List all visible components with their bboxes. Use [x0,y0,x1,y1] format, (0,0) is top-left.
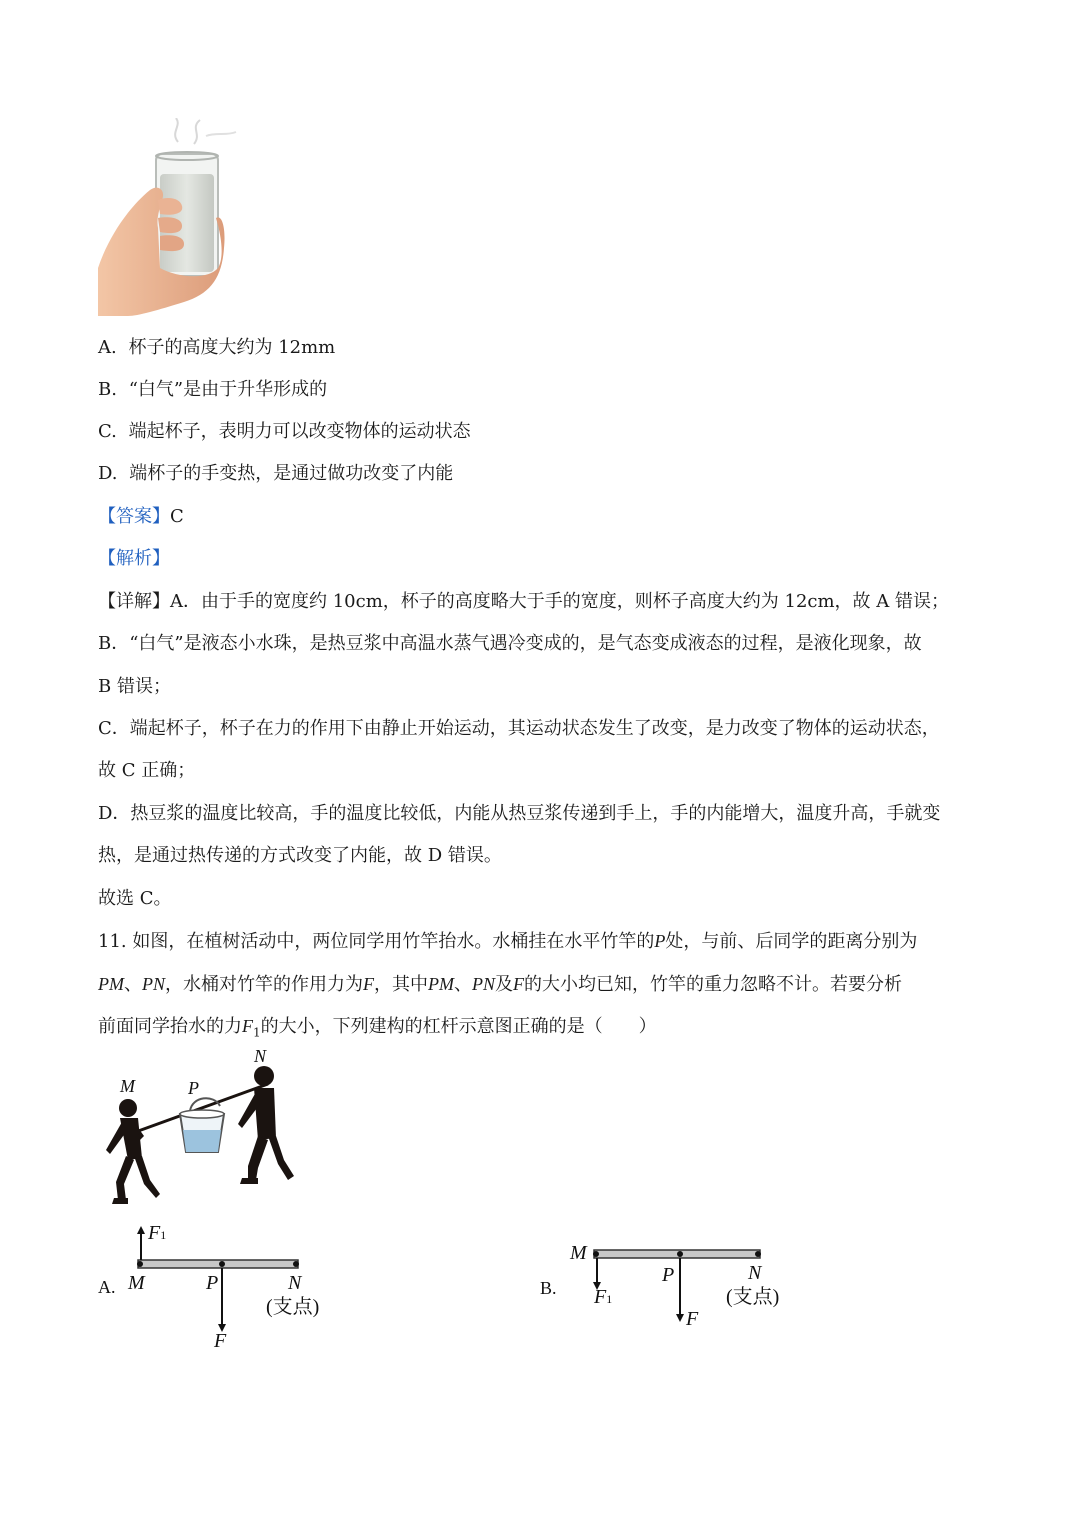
question-text: 处，与前、后同学的距离分别为 [665,931,918,952]
option-b [98,378,327,402]
option-label: B. [98,379,117,400]
force-f-arrowhead [676,1314,684,1322]
option-label: A. [98,337,117,358]
explanation-line-2 [98,632,922,656]
explanation-text: B 错误； [98,676,171,697]
var-pn: PN [472,974,496,994]
explanation-line-5 [98,759,195,783]
question-11-line-1 [98,929,917,954]
label-m: M [128,1272,145,1294]
explanation-text: B．“白气”是液态小水珠，是热豆浆中高温水蒸气遇冷变成的，是气态变成液态的过程，是液化现象，故 [98,633,922,654]
option-text: 杯子的高度大约为 12mm [128,337,336,358]
var-pm: PM [98,974,124,994]
figure-label-m: M [120,1076,135,1096]
var-pm: PM [428,974,455,994]
option-a [98,336,335,360]
explanation-line-7 [98,844,502,868]
back-person-silhouette [238,1066,294,1184]
milk-glass-photo [98,118,240,316]
question-11-line-3 [98,1014,657,1045]
explanation-text: 热，是通过热传递的方式改变了内能，故 D 错误。 [98,845,502,866]
option-label: C. [98,421,117,442]
point-m [593,1251,599,1257]
option-label: D. [98,463,118,484]
explanation-text: 故选 C。 [98,888,172,909]
option-a-lever-diagram [98,1220,358,1355]
label-f: F [214,1330,227,1352]
question-text: 及 [495,974,514,995]
separator: 、 [454,974,473,995]
label-p: P [206,1272,219,1294]
var-f: F [363,974,375,994]
explanation-line-3 [98,675,171,699]
var-pn: PN [142,974,166,994]
force-f1-arrowhead [137,1226,145,1234]
explanation-text: D．热豆浆的温度比较高，手的温度比较低，内能从热豆浆传递到手上，手的内能增大，温度升高，手就变 [98,803,941,824]
explanation-text: C．端起杯子，杯子在力的作用下由静止开始运动，其运动状态发生了改变，是力改变了物体的运动状态， [98,718,940,739]
explanation-line-4 [98,717,940,741]
option-c [98,420,471,444]
point-n [755,1251,761,1257]
option-d [98,462,453,486]
bucket-water [183,1130,221,1152]
lever-bar [138,1260,298,1268]
analysis-tag: 【解析】 [98,548,170,569]
label-n: N [748,1262,762,1284]
label-n: N [288,1272,302,1294]
analysis-line [98,547,170,571]
option-text: 端起杯子，表明力可以改变物体的运动状态 [128,421,471,442]
option-text: 端杯子的手变热，是通过做功改变了内能 [129,463,454,484]
option-text: “白气”是由于升华形成的 [128,379,328,400]
question-11-line-2 [98,972,902,997]
answer-value: C [170,506,184,527]
label-m: M [570,1242,587,1264]
answer-line [98,505,184,529]
var-f1-subscript: 1 [253,1025,261,1040]
figure-label-p: P [188,1078,199,1098]
front-person-silhouette [106,1099,160,1204]
question-text: 如图，在植树活动中，两位同学用竹竿抬水。水桶挂在水平竹竿的 [132,931,655,952]
point-m [137,1261,143,1267]
carry-water-figure [98,1048,298,1216]
question-number: 11. [98,931,127,952]
explanation-text: 故 C 正确； [98,760,196,781]
explanation-text: A．由于手的宽度约 10cm，杯子的高度略大于手的宽度，则杯子高度大约为 12cm，故 A 错误； [170,591,949,612]
var-f1: F [242,1016,253,1036]
var-p: P [654,931,666,951]
question-text: 的大小，下列建构的杠杆示意图正确的是（ ） [260,1016,657,1037]
point-p [219,1261,225,1267]
point-p [677,1251,683,1257]
explanation-line-6 [98,802,940,826]
option-label: B. [540,1278,557,1298]
question-text: 的大小均已知，竹竿的重力忽略不计。若要分析 [524,974,903,995]
label-f1: F1 [594,1286,613,1308]
option-label: A. [98,1277,116,1297]
var-f: F [513,974,525,994]
answer-tag: 【答案】 [98,506,170,527]
question-text: ，其中 [374,974,429,995]
explanation-line-8 [98,887,172,911]
explanation-line-1 [98,590,949,614]
option-b-lever-diagram [540,1236,810,1346]
question-text: ，水桶对竹竿的作用力为 [165,974,364,995]
question-text: 前面同学抬水的力 [98,1016,242,1037]
carry-water-illustration [98,1048,298,1216]
label-p: P [662,1264,675,1286]
pivot-label: (支点) [266,1296,320,1318]
label-f1: F1 [148,1222,167,1244]
point-n [293,1261,299,1267]
detail-tag: 【详解】 [98,591,170,612]
separator: 、 [124,974,142,995]
figure-label-n: N [254,1046,267,1066]
pivot-label: (支点) [726,1286,780,1308]
label-f: F [686,1308,699,1330]
